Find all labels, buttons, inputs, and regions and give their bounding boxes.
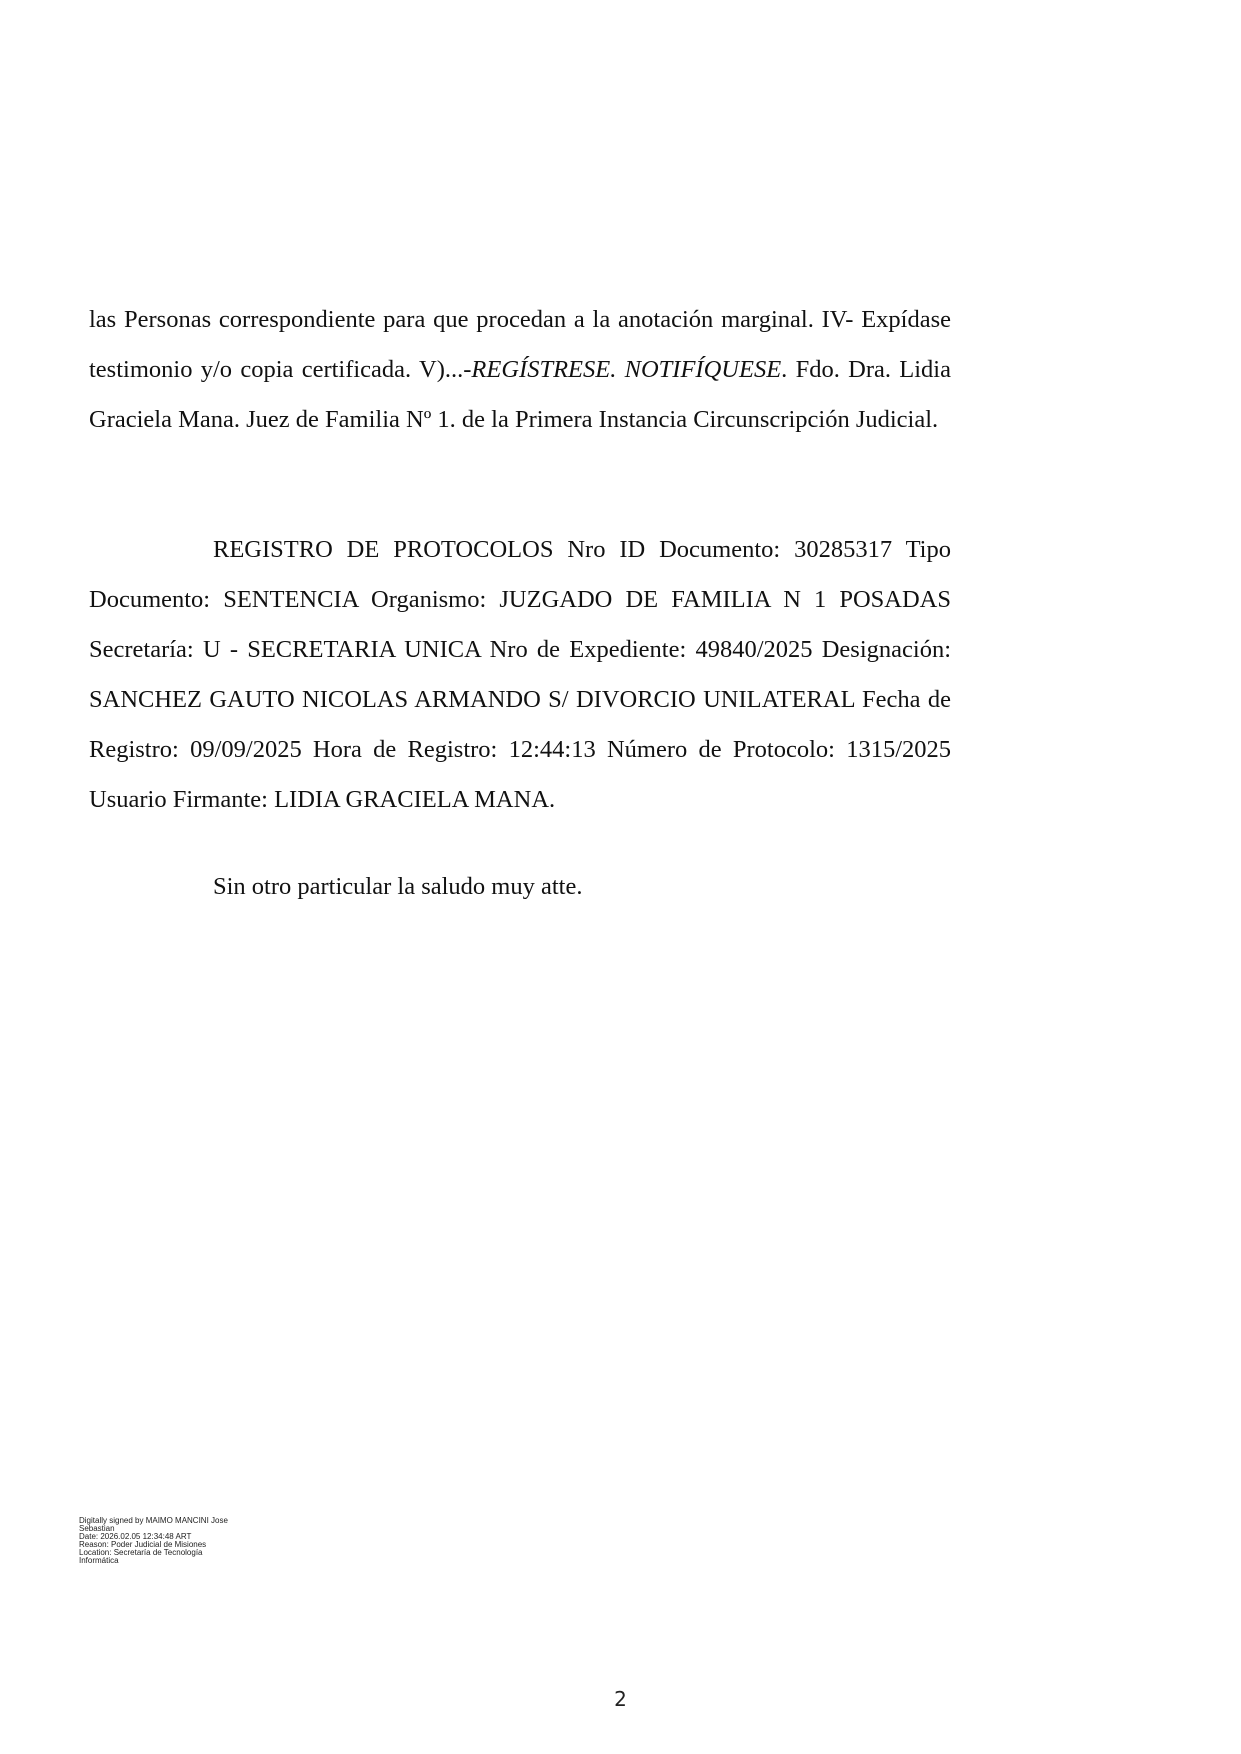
paragraph-text: las Personas correspondiente para que procedan a la anotación marginal. IV- Expídase testimonio y/o copia certificada. V)...- xyxy=(89,306,951,383)
paragraph-closing: Sin otro particular la saludo muy atte. xyxy=(213,873,583,900)
italic-text: REGÍSTRESE. NOTIFÍQUESE xyxy=(471,356,782,383)
page-number: 2 xyxy=(614,1687,627,1711)
signature-line: Reason: Poder Judicial de Misiones xyxy=(79,1540,207,1549)
signature-line: Sebastian xyxy=(79,1524,115,1533)
paragraph-protocol-registry: REGISTRO DE PROTOCOLOS Nro ID Documento: 30285317 Tipo Documento: SENTENCIA Organismo: JUZGADO DE FAMILIA N 1 POSADAS Secretaría: U - SECRETARIA UNICA Nro de Expediente: 49840/2025 Designación: SANCHEZ GAUTO NICOLAS ARMANDO S/ DIVORCIO UNILATERAL Fecha de Registro: 09/09/2025 Hora de Registro: 12:44:13 Número de Protocolo: 1315/2025 Usuario Firmante: LIDIA GRACIELA MANA. xyxy=(89,536,951,813)
signature-line: Digitally signed by MAIMO MANCINI Jose xyxy=(79,1516,228,1525)
signature-line: Informática xyxy=(79,1556,119,1565)
signature-line: Date: 2026.02.05 12:34:48 ART xyxy=(79,1532,192,1541)
paragraph-text: . Fdo. Dra. Lidia Graciela Mana. Juez de Familia Nº 1. de la Primera Instancia Circunscripción Judicial. xyxy=(89,356,951,433)
signature-line: Location: Secretaría de Tecnología xyxy=(79,1548,203,1557)
digital-signature-block xyxy=(79,1517,259,1565)
paragraph-resolution-end xyxy=(89,295,951,445)
